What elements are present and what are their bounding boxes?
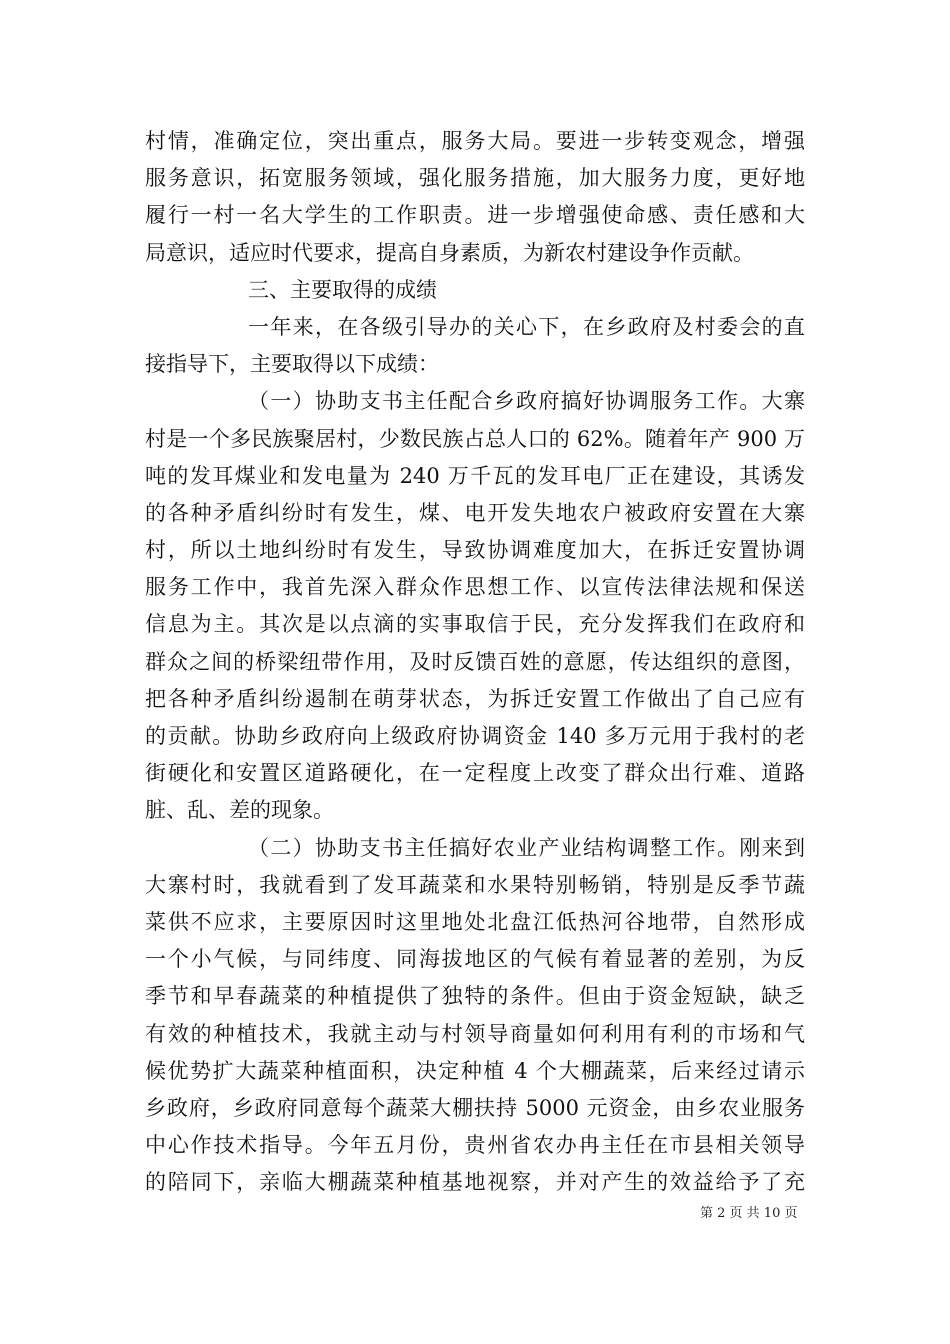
text-line: 候优势扩大蔬菜种植面积，决定种植 4 个大棚蔬菜，后来经过请示 bbox=[145, 1058, 805, 1083]
text-line: 一个小气候，与同纬度、同海拔地区的气候有着显著的差别，为反 bbox=[145, 947, 805, 972]
page-footer: 第 2 页 共 10 页 bbox=[700, 1206, 798, 1221]
text-line: 把各种矛盾纠纷遏制在萌芽状态，为拆迁安置工作做出了自己应有 bbox=[145, 686, 805, 711]
text-line: （一）协助支书主任配合乡政府搞好协调服务工作。大寨 bbox=[248, 389, 805, 414]
text-line: 群众之间的桥梁纽带作用，及时反馈百姓的意愿，传达组织的意图， bbox=[145, 649, 805, 674]
text-line: 菜供不应求，主要原因时这里地处北盘江低热河谷地带，自然形成 bbox=[145, 909, 805, 934]
text-line: 三、主要取得的成绩 bbox=[248, 277, 437, 302]
text-line: 吨的发耳煤业和发电量为 240 万千瓦的发耳电厂正在建设，其诱发 bbox=[145, 463, 805, 488]
text-line: 局意识，适应时代要求，提高自身素质，为新农村建设争作贡献。 bbox=[145, 240, 754, 265]
text-line: （二）协助支书主任搞好农业产业结构调整工作。刚来到 bbox=[248, 835, 805, 860]
document-body bbox=[145, 123, 805, 1201]
text-line: 服务意识，拓宽服务领域，强化服务措施，加大服务力度，更好地 bbox=[145, 166, 805, 191]
text-line: 乡政府，乡政府同意每个蔬菜大棚扶持 5000 元资金，由乡农业服务 bbox=[145, 1095, 805, 1120]
text-line: 街硬化和安置区道路硬化，在一定程度上改变了群众出行难、道路 bbox=[145, 761, 805, 786]
text-line: 的贡献。协助乡政府向上级政府协调资金 140 多万元用于我村的老 bbox=[145, 724, 805, 748]
text-line: 大寨村时，我就看到了发耳蔬菜和水果特别畅销，特别是反季节蔬 bbox=[145, 872, 805, 897]
text-line: 接指导下，主要取得以下成绩： bbox=[145, 352, 439, 377]
text-line: 的各种矛盾纠纷时有发生，煤、电开发失地农户被政府安置在大寨 bbox=[145, 500, 805, 525]
text-line: 村情，准确定位，突出重点，服务大局。要进一步转变观念，增强 bbox=[145, 129, 805, 153]
text-line: 季节和早春蔬菜的种植提供了独特的条件。但由于资金短缺，缺乏 bbox=[145, 984, 805, 1009]
text-line: 的陪同下，亲临大棚蔬菜种植基地视察，并对产生的效益给予了充 bbox=[145, 1170, 805, 1195]
text-line: 有效的种植技术，我就主动与村领导商量如何利用有利的市场和气 bbox=[145, 1021, 805, 1046]
text-line: 村是一个多民族聚居村，少数民族占总人口的 62%。随着年产 900 万 bbox=[145, 426, 805, 451]
text-line: 服务工作中，我首先深入群众作思想工作、以宣传法律法规和保送 bbox=[145, 575, 805, 600]
text-line: 履行一村一名大学生的工作职责。进一步增强使命感、责任感和大 bbox=[145, 203, 805, 228]
text-line: 脏、乱、差的现象。 bbox=[145, 798, 334, 823]
text-line: 村，所以土地纠纷时有发生，导致协调难度加大，在拆迁安置协调 bbox=[145, 538, 805, 563]
text-line: 中心作技术指导。今年五月份，贵州省农办冉主任在市县相关领导 bbox=[145, 1133, 805, 1158]
text-line: 一年来，在各级引导办的关心下，在乡政府及村委会的直 bbox=[248, 314, 805, 339]
text-line: 信息为主。其次是以点滴的实事取信于民，充分发挥我们在政府和 bbox=[145, 612, 805, 637]
